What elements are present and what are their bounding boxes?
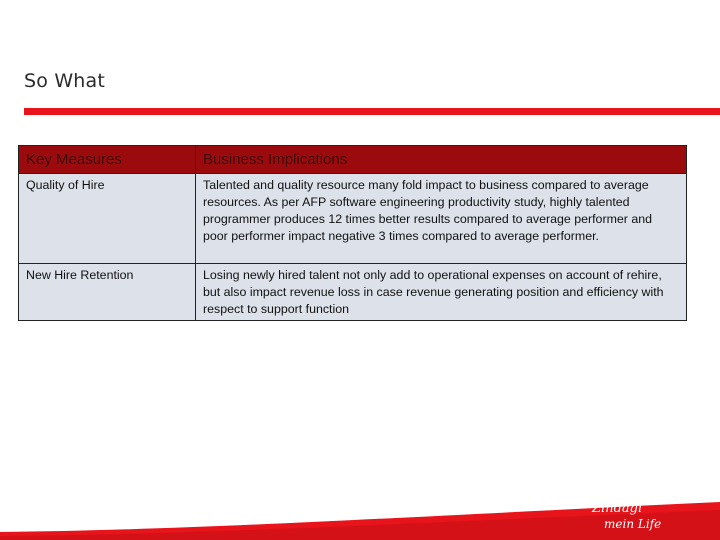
header-key-measures: Key Measures (19, 146, 196, 174)
slide-title: So What (24, 70, 106, 92)
logo-text-line2: mein Life (604, 517, 662, 531)
zindagi-logo (590, 497, 700, 533)
measures-table (18, 145, 687, 321)
table-row (19, 264, 687, 321)
implication-cell: Talented and quality resource many fold impact to business compared to average resources. As per AFP software engineering productivity study, highly talented programmer produces 12 times better results compared to average performer and poor performer impact negative 3 times compared to average performer. (196, 174, 687, 264)
measure-cell: New Hire Retention (19, 264, 196, 321)
implication-cell: Losing newly hired talent not only add to operational expenses on account of rehire, but also impact revenue loss in case revenue generating position and efficiency with respect to support function (196, 264, 687, 321)
table-row (19, 174, 687, 264)
table-header-row (19, 146, 687, 174)
title-divider-bar (24, 108, 720, 115)
header-business-implications: Business Implications (196, 146, 687, 174)
measure-cell: Quality of Hire (19, 174, 196, 264)
logo-text-line1: Zindagi (592, 501, 643, 516)
